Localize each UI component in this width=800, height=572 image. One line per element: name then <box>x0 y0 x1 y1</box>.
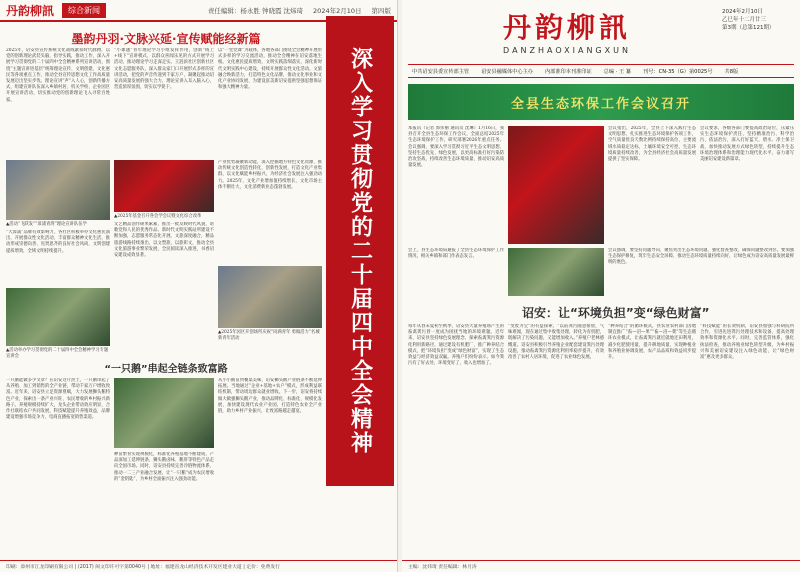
hero-banner <box>408 84 794 120</box>
body-text-column: 会议要求，各级各部门要提高政治站位，压紧压实生态环境保护责任，坚持精准治污、科学治污、依法治污，深入打好蓝天、碧水、净土保卫战，加快推动发展方式绿色转型，持续提升生态环境治理体系和治理能力现代化水平，奋力谱写美丽诏安建设新篇章。 <box>700 126 794 163</box>
body-text-column: 本报讯（记者 郭伟丽 通讯员 沈琳）1月16日，我县召开全县生态环保工作会议，全面总结2025年生态环境保护工作，研究部署2026年重点任务。会议强调，要深入学习贯彻习近平生态文明思想，坚持生态优先、绿色发展，以更高标准打好污染防治攻坚战，持续改善生态环境质量，推动诏安高质量发展。 <box>408 126 504 169</box>
issue-date: 2024年2月10日 <box>722 9 763 15</box>
editor-info: 责任编辑：杨永胜 钟晓霞 沈炜琦 <box>207 6 304 15</box>
organizer: 诏安县融媒体中心主办 <box>481 68 533 75</box>
body-text-column: 2025年，诏安县宣传系统文化战线紧扣时代脉搏，以党的创新理论武装头脑，指导实践，推动工作，深入开展学习贯彻党的二十届四中全会精神系列宣讲活动，围绕“主题宣讲进基层”统筹理论宣传、文明创建、文化惠民等各项重点工作，推动全县宣传思想文化工作高质量发展迈出坚实步伐。理论宣讲“声”入人心，创新传播方式，组建宣讲队伍深入乡镇村居、机关学校、企业园区开展宣讲活动，切实推动党的创新理论飞入寻常百姓家。 <box>6 48 110 103</box>
article-headline: “一只鹅”串起全链条致富路 <box>104 364 228 375</box>
body-text-column: 种苗繁育实现规模化，标准化养殖基地不断建成，产品深加工延伸链条，狮头鹅卤味、鹅肝等特色产品走向全国市场。同时，诏安县持续完善冷链物流体系，推动一二三产业融合发展，让“一只鹅”成为农民增收的“金钥匙”，为乡村全面振兴注入强劲动能。 <box>114 452 214 482</box>
photo-caption-3: ▲2025年基金召开各会学会议暨文化综合改革 <box>114 214 202 219</box>
news-photo <box>6 288 110 346</box>
photo-caption-4: ▲2025年园区开创场所庆祝“同满青年 勇做活力”名城新青年活动 <box>218 330 320 341</box>
body-text-column: “种养结合”的循环模式，县农业农村部门因地制宜推广“畜—沼—果”“畜—沼—菜”等生态循环农业模式，让畜禽粪污就近就地还田利用，减少化肥使用量，提升耕地质量，实现种植业和养殖业协调发展，农产品品质和效益同步提升。 <box>608 324 696 361</box>
left-logo: 丹韵柳訊 <box>6 3 55 18</box>
article-headline: 诏安：让“环境负担”变“绿色财富” <box>522 306 710 320</box>
masthead-pinyin: DANZHAOXIANGXUN <box>503 46 631 55</box>
news-photo <box>508 248 604 296</box>
body-text-column: “科技赋能”的长效机制，诏安县加强与科研院所合作，引进先进粪污处理技术和设备，提高处理效率和资源化水平。同时，完善监管体系，强化执法检查，推动养殖业绿色转型升级，为乡村振兴和美丽诏安建设注入绿色动能，让“绿色财富”惠及更多群众。 <box>700 324 794 361</box>
lunar-date: 乙巳年十二月廿三 <box>722 17 767 23</box>
body-text-column: 会议指出，2025年，全县上下深入践行生态文明思想，扎实推进生态环境保护各项工作，空气质量优良天数比例持续保持高位，主要流域水质稳定达标，土壤环境安全可控，生态环境质量持续改善，为全县经济社会高质量发展提供了坚实保障。 <box>608 126 696 163</box>
permit: 内部准印本刊准印证 <box>544 68 592 75</box>
masthead <box>402 6 732 55</box>
masthead-title: 丹韵柳訊 <box>502 11 631 44</box>
page-number: 第四版 <box>371 6 391 15</box>
issue-number: 第3期（总第121期） <box>722 25 775 31</box>
photo-caption-2: ▲活动举办学习贯彻党的二十届四中全会精神学习专题宣讲会 <box>6 348 109 359</box>
cn-number: 刊号：CN-35（G）第0025号 <box>643 68 713 75</box>
vertical-feature-banner: 深入学习贯彻党的二十届四中全会精神 <box>326 16 394 486</box>
photo-caption-1: ▲活动“飞跃发”“漳浦青湾”理论宣讲队伍学 <box>6 222 87 227</box>
body-text-column: 以“一堂党课”为载体，各地各部门围绕全会精神开展形式多样的学习交流活动，推动全会精神在诏安落地生根。文化惠民提质增效，文明实践落细落实，深化新时代文明实践中心建设，持续开展群众性文化活动。文旅融合焕新活力，打造特色文化品牌，推动文化事业和文化产业协同发展，为建设富美新诏安提供坚强思想保证和强大精神力量。 <box>218 48 322 91</box>
sponsor: 中共诏安县委宣传部主管 <box>412 68 470 75</box>
body-text-column: 文艺精品创作硕果累累，推出一批反映时代风貌、讴歌党和人民的优秀作品。新时代文明实践站所建设不断加强，志愿服务常态化开展。文旅深度融合，精品旅游线路持续推出，以文塑旅、以旅彰文，推动全县文化旅游事业繁荣发展，全民阅读深入推进，书香诏安建设成效显著。 <box>114 222 214 259</box>
right-footer <box>402 560 800 572</box>
body-text-column: 一只鹅能做多少文章？在诏安这片热土，一只鹅串起了从养殖、加工到销售的全产业链，带动千家万户增收致富。近年来，诏安县立足资源禀赋，大力发展狮头鹅特色产业，探索出一条产业兴旺、农民增收的乡村振兴新路子。养殖规模持续扩大，龙头企业带动效应明显，合作社联结农户共同发展，科技赋能提升养殖效益，品牌建设增强市场竞争力，电商直播拓宽销售渠道。 <box>6 378 110 421</box>
body-text-column: 会议强调，要坚持问题导向，聚焦突出生态环境问题，强化督查整改，确保问题整改到位。要加强生态保护修复，筑牢生态安全屏障，推动生态环境质量持续向好，让绿色成为诏安高质量发展最鲜明的底色。 <box>608 248 794 266</box>
left-banner-title: 墨韵丹羽·文脉兴延·宣传赋能经新篇 <box>71 32 261 46</box>
body-text-column: “小课题”青年理论学习小组发挥作用，创新“线上+线下”宣讲模式，以群众喜闻乐见的方式开展学习活动，推动理论学习走深走实。王涟滨社区创新社区文化志愿服务队，深入群众家门口开展形式多样的宣讲活动，把党的声音传递到千家万户，凝聚起推动诏安高质量发展的强大合力，理论宣讲入耳入脑入心，营造浓厚氛围，切实以学促干。 <box>114 48 214 91</box>
news-photo <box>508 126 604 244</box>
left-footer <box>0 560 397 572</box>
left-page <box>0 0 398 572</box>
right-page <box>402 0 800 572</box>
chief-editor: 总编 · 王 纂 <box>603 68 632 75</box>
news-photo <box>114 378 214 448</box>
page-count: 共8版 <box>724 68 739 75</box>
body-text-column: “变废为宝”的有益探索，“以前粪污随意排放，气味难闻，现在通过集中收集处理，转化为有机肥，既解决了污染问题，又能增加收入。”养殖户老林感慨道。诏安县积极引导养殖企业配套建设粪污处理设施，推动畜禽粪污资源化利用率稳步提升，有效改善了农村人居环境，促进了农业绿色发展。 <box>508 324 604 361</box>
publication-info-bar <box>408 64 794 78</box>
body-text-column: 会上，县生态环境局通报了全县生态环境保护工作情况，相关乡镇和部门作表态发言。 <box>408 248 504 260</box>
issue-info <box>722 8 792 32</box>
left-date: 2024年2月10日 <box>313 6 362 15</box>
news-photo <box>114 160 214 212</box>
body-text-column: 每年从春末夏初至秋季，诏安县大量养殖场产生的畜禽粪污曾一度成为困扰当地的环境难题。近年来，诏安县坚持绿色发展理念，探索畜禽粪污资源化利用新路径，通过建设有机肥厂、推广种养结合模式，把“环境负担”变成“绿色财富”，实现了生态效益与经济效益双赢。养殖户们纷纷表示，如今粪污有了好去处，环境变好了，收入也增加了。 <box>408 324 504 367</box>
hero-title: 全县生态环保工作会议召开 <box>510 96 691 112</box>
footer-text: 印刷：漳州市江龙印刷有限公司 | (2017) 闽文印许可字第0040号 | 地址：福建省龙山经济技术开发区建业大道 | 定价：免费发行 <box>6 565 280 570</box>
body-text-column: 从小小鹅苗到餐桌美味，诏安狮头鹅产业链条不断延伸拓展。当地通过“企业+基地+农户”模式，形成利益联结机制，带动周边群众就业增收。下一步，诏安将持续做大做强狮头鹅产业，推动品牌化、标准化、规模化发展，加快建设现代农业产业园，打造特色农业全产业链，助力乡村产业振兴，让致富路越走越宽。 <box>218 378 322 415</box>
news-photo <box>218 266 322 328</box>
news-photo <box>6 160 110 220</box>
section-tag: 综合新闻 <box>62 3 106 18</box>
footer-note: 主编：沈炜琦 责任编辑：林月涛 <box>408 565 477 570</box>
body-text-column: 产业优势凝聚新动能，深入挖掘地方特色文化资源，推动传统文化创造性转化、创新性发展，打造文化产业集群，以文化赋能乡村振兴，为经济社会发展注入强劲动力。2025年，文化产业增加值持续增长，文化市场主体不断壮大，文化消费新业态蓬勃发展。 <box>218 160 322 190</box>
body-text-column: “大漳浦”品牌有效影响力，各社区积极举办文化惠民演出，开展群众性文化活动，丰富群众精神文化生活，推动形成崇德向善、见贤思齐的良好社会风尚，文明创建提质增效，全域文明持续提升。 <box>6 230 110 254</box>
